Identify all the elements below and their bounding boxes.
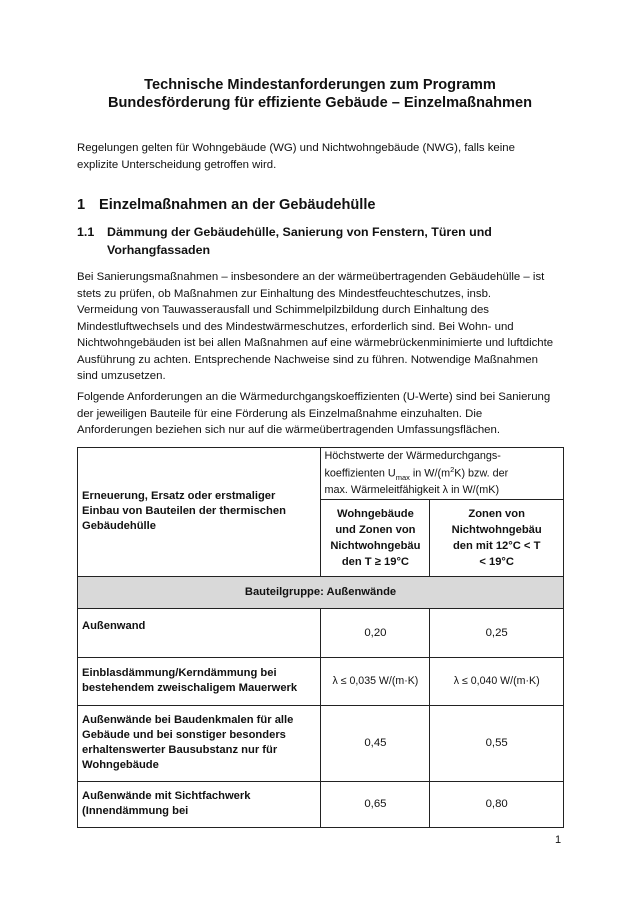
para2-line: Anforderungen beziehen sich nur auf die wärmeübertragenden Umfassungsflächen. — [77, 424, 500, 436]
row-value-residential: 0,20 — [321, 608, 430, 657]
para1-line: stets zu prüfen, ob Maßnahmen zur Einhaltung des Mindestfeuchteschutzes, insb. — [77, 287, 492, 300]
paragraph-1 — [77, 269, 563, 385]
para1-line: Ausführung zu achten. Entsprechende Nachweise sind zu führen. Notwendige Maßnahmen — [77, 353, 538, 366]
requirements-table — [77, 447, 564, 828]
intro-paragraph — [77, 140, 563, 173]
row-value-residential: 0,65 — [321, 781, 430, 827]
subsection-title-line-1: Dämmung der Gebäudehülle, Sanierung von Fenstern, Türen und — [107, 225, 492, 239]
row-value-nonresidential: 0,80 — [430, 781, 564, 827]
row-label: Außenwand — [78, 608, 321, 657]
para1-line: Bei Sanierungsmaßnahmen – insbesondere an der wärmeübertragenden Gebäudehülle – ist — [77, 271, 545, 283]
paragraph-2 — [77, 389, 563, 439]
table-group-row: Bauteilgruppe: Außenwände — [78, 576, 564, 608]
row-value-nonresidential: 0,55 — [430, 705, 564, 781]
table-row — [78, 608, 564, 657]
section-title: Einzelmaßnahmen an der Gebäudehülle — [99, 197, 376, 213]
row-label: Einblasdämmung/Kerndämmung bei bestehendem zweischaligem Mauerwerk — [78, 657, 321, 705]
subsection-number: 1.1 — [77, 225, 95, 239]
para1-line: sind umzusetzen. — [77, 370, 166, 382]
row-value-residential: λ ≤ 0,035 W/(m·K) — [321, 657, 430, 705]
section-number: 1 — [77, 197, 86, 213]
para1-line: Nichtwohngebäuden ist bei allen Maßnahmen auf eine wärmebrückenminimierte und luftdichte — [77, 337, 554, 349]
table-header-limits: Höchstwerte der Wärmedurchgangs- koeffizienten $U_{max}$ in $W/(m^2K)$ bzw. der max. Wärmeleitfähigkeit λ in W/(mK) — [321, 448, 564, 500]
title-line-1: Technische Mindestanforderungen zum Programm — [144, 77, 496, 93]
subsection-title-line-2: Vorhangfassaden — [107, 243, 211, 257]
intro-line-1: Regelungen gelten für Wohngebäude (WG) und Nichtwohngebäude (NWG), falls keine — [77, 142, 515, 154]
table-header-component: Erneuerung, Ersatz oder erstmaliger Einbau von Bauteilen der thermischen Gebäudehülle — [78, 448, 321, 577]
row-label: Außenwände mit Sichtfachwerk (Innendämmung bei — [78, 781, 321, 827]
row-value-nonresidential: 0,25 — [430, 608, 564, 657]
para2-line: Folgende Anforderungen an die Wärmedurchgangskoeffizienten (U-Werte) sind bei Sanierung — [77, 391, 551, 403]
row-value-nonresidential: λ ≤ 0,040 W/(m·K) — [430, 657, 564, 705]
page-number: 1 — [555, 834, 562, 846]
row-value-residential: 0,45 — [321, 705, 430, 781]
para1-line: Vermeidung von Tauwasserausfall und Schimmelpilzbildung durch Einhaltung des — [77, 304, 489, 316]
table-header-residential: Wohngebäude und Zonen von Nichtwohngebäu den T ≥ 19°C — [321, 499, 430, 576]
table-row — [78, 657, 564, 705]
section-heading-1 — [77, 197, 376, 213]
title-line-2: Bundesförderung für effiziente Gebäude – Einzelmaßnahmen — [107, 95, 533, 111]
table-row — [78, 781, 564, 827]
intro-line-2: explizite Unterscheidung getroffen wird. — [77, 158, 277, 171]
document-title — [60, 76, 580, 112]
row-label: Außenwände bei Baudenkmalen für alle Gebäude und bei sonstiger besonders erhaltenswerter Bausubstanz nur für Wohngebäude — [78, 705, 321, 781]
para2-line: der jeweiligen Bauteile für eine Förderung als Einzelmaßnahme einzuhalten. Die — [77, 407, 483, 420]
table-header-nonresidential: Zonen von Nichtwohngebäu den mit 12°C < T < 19°C — [430, 499, 564, 576]
table-row — [78, 705, 564, 781]
para1-line: Mindestluftwechsels und des Mindestwärmeschutzes, erforderlich sind. Bei Wohn- und — [77, 320, 514, 333]
